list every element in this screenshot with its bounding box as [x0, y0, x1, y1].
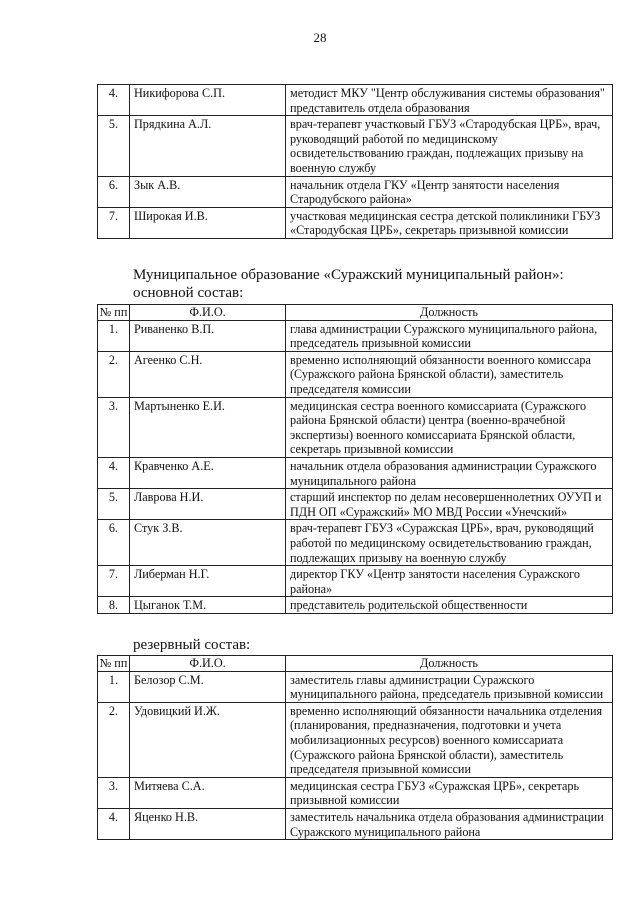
header-num: № пп: [98, 656, 130, 672]
member-position: глава администрации Суражского муниципального района, председатель призывной комиссии: [286, 320, 613, 351]
row-number: 6.: [98, 520, 130, 566]
member-name: Зык А.В.: [130, 176, 286, 207]
table-row: [98, 808, 613, 839]
header-position: Должность: [286, 305, 613, 321]
member-position: медицинская сестра военного комиссариата (Суражского района Брянской области) центра (военно-врачебной экспертизы) военного комиссариата Брянской области, секретарь призывной комиссии: [286, 397, 613, 457]
table-row: [98, 351, 613, 397]
row-number: 7.: [98, 566, 130, 597]
member-position: заместитель главы администрации Суражского муниципального района, председатель призывной комиссии: [286, 671, 613, 702]
table-row: [98, 85, 613, 116]
row-number: 5.: [98, 116, 130, 176]
section-title-reserve: резервный состав:: [133, 637, 251, 653]
table-row: [98, 320, 613, 351]
member-name: Мартыненко Е.И.: [130, 397, 286, 457]
member-name: Агеенко С.Н.: [130, 351, 286, 397]
row-number: 1.: [98, 671, 130, 702]
table-row: [98, 207, 613, 238]
member-name: Удовицкий И.Ж.: [130, 702, 286, 777]
reserve-composition-table: [97, 655, 613, 840]
member-position: представитель родительской общественности: [286, 597, 613, 614]
table-row: [98, 397, 613, 457]
member-name: Риваненко В.П.: [130, 320, 286, 351]
main-composition-table: [97, 304, 613, 614]
member-position: врач-терапевт участковый ГБУЗ «Стародубская ЦРБ», врач, руководящий работой по медицинскому освидетельствованию граждан, подлежащих призыву на военную службу: [286, 116, 613, 176]
member-name: Либерман Н.Г.: [130, 566, 286, 597]
member-name: Яценко Н.В.: [130, 808, 286, 839]
table-row: [98, 597, 613, 614]
row-number: 3.: [98, 397, 130, 457]
table-row: [98, 116, 613, 176]
page-number: 28: [313, 30, 327, 45]
member-position: директор ГКУ «Центр занятости населения Суражского района»: [286, 566, 613, 597]
header-fio: Ф.И.О.: [130, 305, 286, 321]
member-position: старший инспектор по делам несовершеннолетних ОУУП и ПДН ОП «Суражский» МО МВД России «Унечский»: [286, 489, 613, 520]
row-number: 4.: [98, 85, 130, 116]
table-header-row: [98, 305, 613, 321]
table-row: [98, 489, 613, 520]
member-position: врач-терапевт ГБУЗ «Суражская ЦРБ», врач, руководящий работой по медицинскому освидетельствованию граждан, подлежащих призыву на военную службу: [286, 520, 613, 566]
member-name: Цыганок Т.М.: [130, 597, 286, 614]
row-number: 2.: [98, 351, 130, 397]
member-name: Прядкина А.Л.: [130, 116, 286, 176]
table-row: [98, 702, 613, 777]
row-number: 2.: [98, 702, 130, 777]
member-position: временно исполняющий обязанности военного комиссара (Суражского района Брянской области), заместитель председателя комиссии: [286, 351, 613, 397]
member-name: Кравченко А.Е.: [130, 457, 286, 488]
member-position: методист МКУ "Центр обслуживания системы образования" представитель отдела образования: [286, 85, 613, 116]
member-name: Широкая И.В.: [130, 207, 286, 238]
member-position: медицинская сестра ГБУЗ «Суражская ЦРБ», секретарь призывной комиссии: [286, 777, 613, 808]
member-name: Никифорова С.П.: [130, 85, 286, 116]
row-number: 3.: [98, 777, 130, 808]
table-row: [98, 457, 613, 488]
header-fio: Ф.И.О.: [130, 656, 286, 672]
table-row: [98, 176, 613, 207]
row-number: 5.: [98, 489, 130, 520]
member-position: начальник отдела образования администрации Суражского муниципального района: [286, 457, 613, 488]
row-number: 7.: [98, 207, 130, 238]
row-number: 8.: [98, 597, 130, 614]
table-row: [98, 566, 613, 597]
member-position: временно исполняющий обязанности начальника отделения (планирования, предназначения, подготовки и учета мобилизационных ресурсов) военного комиссариата (Суражского района Брянской области), заместитель председателя призывной комиссии: [286, 702, 613, 777]
row-number: 4.: [98, 808, 130, 839]
table-row: [98, 520, 613, 566]
row-number: 4.: [98, 457, 130, 488]
section-title-main: Муниципальное образование «Суражский муниципальный район»:: [133, 267, 564, 283]
member-name: Лаврова Н.И.: [130, 489, 286, 520]
member-name: Стук З.В.: [130, 520, 286, 566]
member-position: участковая медицинская сестра детской поликлиники ГБУЗ «Стародубская ЦРБ», секретарь призывной комиссии: [286, 207, 613, 238]
member-position: заместитель начальника отдела образования администрации Суражского муниципального района: [286, 808, 613, 839]
header-position: Должность: [286, 656, 613, 672]
row-number: 6.: [98, 176, 130, 207]
header-num: № пп: [98, 305, 130, 321]
member-name: Митяева С.А.: [130, 777, 286, 808]
section-subtitle-main: основной состав:: [133, 285, 244, 301]
table-header-row: [98, 656, 613, 672]
member-name: Белозор С.М.: [130, 671, 286, 702]
row-number: 1.: [98, 320, 130, 351]
member-position: начальник отдела ГКУ «Центр занятости населения Стародубского района»: [286, 176, 613, 207]
commission-table-continued: [97, 84, 613, 239]
table-row: [98, 671, 613, 702]
table-row: [98, 777, 613, 808]
